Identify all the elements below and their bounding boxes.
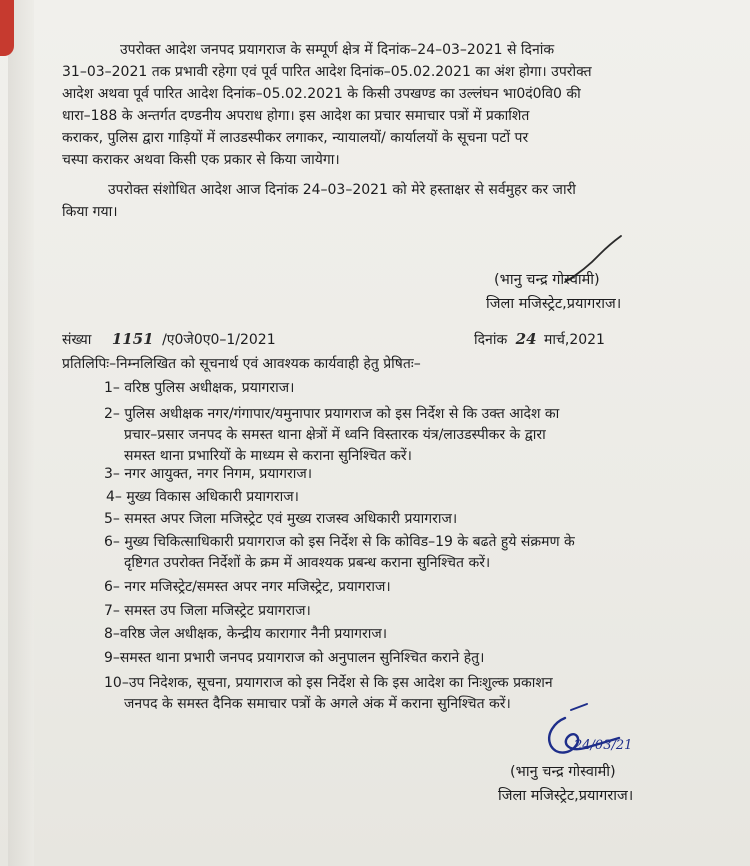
list-item: 6– नगर मजिस्ट्रेट/समस्त अपर नगर मजिस्ट्रेट, प्रयागराज।	[104, 579, 391, 595]
reference-number-suffix: /ए0जे0ए0–1/2021	[162, 332, 276, 348]
signatory-name: (भानु चन्द्र गोस्वामी)	[494, 272, 600, 288]
paragraph-1-line: उपरोक्त आदेश जनपद प्रयागराज के सम्पूर्ण क्षेत्र में दिनांक–24–03–2021 से दिनांक	[120, 42, 555, 58]
paragraph-1-line: धारा–188 के अन्तर्गत दण्डनीय अपराध होगा। इस आदेश का प्रचार समाचार पत्रों में प्रकाशित	[62, 108, 530, 124]
list-item: 2– पुलिस अधीक्षक नगर/गंगापार/यमुनापार प्रयागराज को इस निर्देश से कि उक्त आदेश का	[104, 406, 560, 422]
signature-2	[498, 760, 634, 808]
list-item-continuation: प्रचार–प्रसार जनपद के समस्त थाना क्षेत्रों में ध्वनि विस्तारक यंत्र/लाउडस्पीकर के द्वारा	[124, 427, 546, 443]
signatory-designation: जिला मजिस्ट्रेट,प्रयागराज।	[486, 296, 622, 312]
signature-1	[486, 268, 622, 316]
paragraph-1-line: आदेश अथवा पूर्व पारित आदेश दिनांक–05.02.2021 के किसी उपखण्ड का उल्लंघन भा0दं0वि0 की	[62, 86, 581, 102]
paragraph-1-line: 31–03–2021 तक प्रभावी रहेगा एवं पूर्व पारित आदेश दिनांक–05.02.2021 का अंश होगा। उपरोक्त	[62, 64, 592, 80]
reference-number-label: संख्या	[62, 332, 92, 348]
paragraph-2-line: उपरोक्त संशोधित आदेश आज दिनांक 24–03–2021 को मेरे हस्ताक्षर से सर्वमुहर कर जारी	[108, 182, 576, 198]
list-item: 1– वरिष्ठ पुलिस अधीक्षक, प्रयागराज।	[104, 380, 295, 396]
reference-number-handwritten: 1151	[111, 330, 154, 348]
list-item: 8–वरिष्ठ जेल अधीक्षक, केन्द्रीय कारागार नैनी प्रयागराज।	[104, 626, 388, 642]
list-item: 3– नगर आयुक्त, नगर निगम, प्रयागराज।	[104, 466, 313, 482]
signature-2-date: 24/03/21	[574, 738, 633, 753]
red-corner-mark	[0, 0, 14, 56]
paragraph-2-line: किया गया।	[62, 204, 118, 220]
list-item: 4– मुख्य विकास अधिकारी प्रयागराज।	[106, 489, 299, 505]
copy-intro: प्रतिलिपिः–निम्नलिखित को सूचनार्थ एवं आवश्यक कार्यवाही हेतु प्रेषितः–	[62, 356, 421, 372]
list-item: 7– समस्त उप जिला मजिस्ट्रेट प्रयागराज।	[104, 603, 311, 619]
date-label: दिनांक	[474, 332, 508, 348]
reference-row	[62, 330, 722, 349]
list-item: 10–उप निदेशक, सूचना, प्रयागराज को इस निर्देश से कि इस आदेश का निःशुल्क प्रकाशन	[104, 675, 553, 691]
date-suffix: मार्च,2021	[544, 332, 605, 348]
list-item: 5– समस्त अपर जिला मजिस्ट्रेट एवं मुख्य राजस्व अधिकारी प्रयागराज।	[104, 511, 458, 527]
signatory-designation: जिला मजिस्ट्रेट,प्रयागराज।	[498, 788, 634, 804]
list-item: 9–समस्त थाना प्रभारी जनपद प्रयागराज को अनुपालन सुनिश्चित कराने हेतु।	[104, 650, 485, 666]
page-fold-shadow	[8, 0, 34, 866]
signatory-name: (भानु चन्द्र गोस्वामी)	[510, 764, 616, 780]
list-item-continuation: समस्त थाना प्रभारियों के माध्यम से कराना सुनिश्चित करें।	[124, 448, 412, 464]
list-item: 6– मुख्य चिकित्साधिकारी प्रयागराज को इस निर्देश से कि कोविड–19 के बढते हुये संक्रमण के	[104, 534, 575, 550]
list-item-continuation: दृष्टिगत उपरोक्त निर्देशों के क्रम में आवश्यक प्रबन्ध कराना सुनिश्चित करें।	[124, 555, 491, 571]
date-handwritten: 24	[515, 330, 537, 348]
paragraph-1-line: चस्पा कराकर अथवा किसी एक प्रकार से किया जायेगा।	[62, 152, 340, 168]
paragraph-1-line: कराकर, पुलिस द्वारा गाड़ियों में लाउडस्पीकर लगाकर, न्यायालयों/ कार्यालयों के सूचना पटों पर	[62, 130, 529, 146]
list-item-continuation: जनपद के समस्त दैनिक समाचार पत्रों के अगले अंक में कराना सुनिश्चित करें।	[124, 696, 511, 712]
